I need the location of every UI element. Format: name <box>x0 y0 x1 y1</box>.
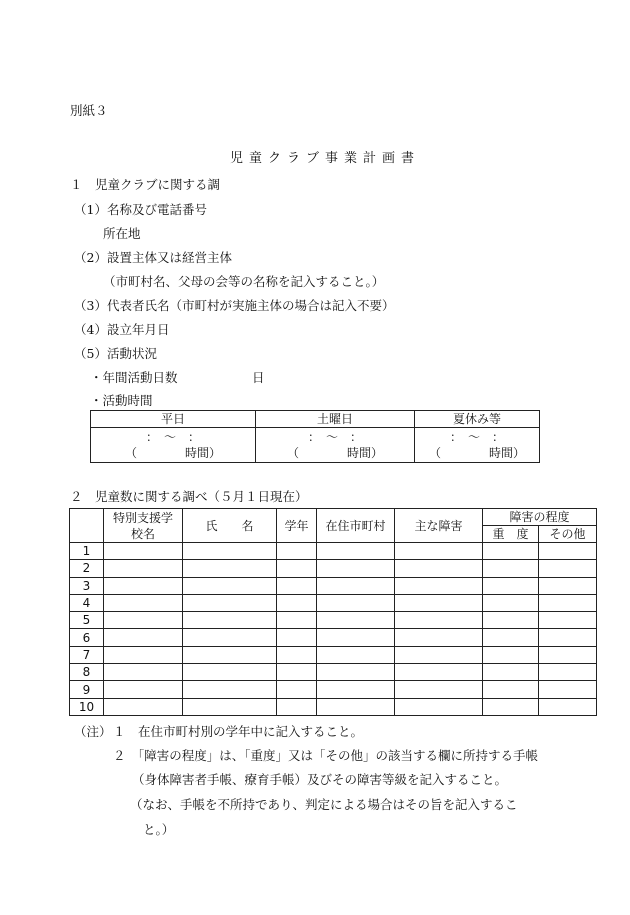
city-cell[interactable] <box>317 560 395 577</box>
school-cell[interactable] <box>104 664 183 681</box>
col-disability-header: 主な障害 <box>395 509 483 543</box>
school-cell[interactable] <box>104 560 183 577</box>
city-cell[interactable] <box>317 646 395 663</box>
other-cell[interactable] <box>539 560 597 577</box>
col-school-line2: 校名 <box>130 526 155 541</box>
school-cell[interactable] <box>104 543 183 560</box>
other-cell[interactable] <box>539 698 597 715</box>
col-severe-header: 重 度 <box>483 526 539 543</box>
name-cell[interactable] <box>183 612 277 629</box>
disability-cell[interactable] <box>395 698 483 715</box>
col-school-header <box>104 509 183 543</box>
row-number: 10 <box>70 698 104 715</box>
disability-cell[interactable] <box>395 629 483 646</box>
table-row <box>70 560 597 577</box>
note-2: ２ 「障害の程度」は、「重度」又は「その他」の該当する欄に所持する手帳 <box>113 748 539 763</box>
school-cell[interactable] <box>104 594 183 611</box>
col-number-header <box>70 509 104 543</box>
grade-cell[interactable] <box>277 646 317 663</box>
severe-cell[interactable] <box>483 629 539 646</box>
hours-header-saturday: 土曜日 <box>256 411 415 428</box>
grade-cell[interactable] <box>277 594 317 611</box>
school-cell[interactable] <box>104 681 183 698</box>
name-cell[interactable] <box>183 560 277 577</box>
item-activity-status: （5）活動状況 <box>74 346 157 361</box>
grade-cell[interactable] <box>277 560 317 577</box>
table-row <box>70 646 597 663</box>
city-cell[interactable] <box>317 681 395 698</box>
disability-cell[interactable] <box>395 681 483 698</box>
annual-days-unit: 日 <box>252 370 265 385</box>
col-degree-header: 障害の程度 <box>483 509 597 526</box>
grade-cell[interactable] <box>277 543 317 560</box>
time-range: ： 〜 ： <box>145 430 200 444</box>
other-cell[interactable] <box>539 646 597 663</box>
other-cell[interactable] <box>539 594 597 611</box>
severe-cell[interactable] <box>483 612 539 629</box>
hours-total: （ 時間） <box>124 446 221 460</box>
table-row <box>70 594 597 611</box>
attachment-label: 別紙３ <box>70 103 108 118</box>
table-row <box>70 629 597 646</box>
section1-heading: １ 児童クラブに関する調 <box>70 177 221 192</box>
grade-cell[interactable] <box>277 629 317 646</box>
notes-label: （注） <box>74 724 112 739</box>
city-cell[interactable] <box>317 664 395 681</box>
hours-total: （ 時間） <box>428 446 525 460</box>
city-cell[interactable] <box>317 594 395 611</box>
activity-hours-table <box>90 410 540 463</box>
severe-cell[interactable] <box>483 577 539 594</box>
grade-cell[interactable] <box>277 698 317 715</box>
col-name-header: 氏 名 <box>183 509 277 543</box>
item-operator: （2）設置主体又は経営主体 <box>74 250 232 265</box>
time-range: ： 〜 ： <box>307 430 362 444</box>
severe-cell[interactable] <box>483 594 539 611</box>
other-cell[interactable] <box>539 577 597 594</box>
school-cell[interactable] <box>104 646 183 663</box>
city-cell[interactable] <box>317 698 395 715</box>
other-cell[interactable] <box>539 629 597 646</box>
hours-header-summer: 夏休み等 <box>415 411 540 428</box>
row-number: 6 <box>70 629 104 646</box>
col-grade-header: 学年 <box>277 509 317 543</box>
name-cell[interactable] <box>183 594 277 611</box>
table-row <box>70 577 597 594</box>
col-school-line1: 特別支援学 <box>112 510 173 525</box>
disability-cell[interactable] <box>395 594 483 611</box>
col-other-header: その他 <box>539 526 597 543</box>
note-3: （なお、手帳を不所持であり、判定による場合はその旨を記入するこ <box>130 797 518 812</box>
other-cell[interactable] <box>539 612 597 629</box>
table-row <box>70 664 597 681</box>
disability-cell[interactable] <box>395 543 483 560</box>
row-number: 7 <box>70 646 104 663</box>
item-representative: （3）代表者氏名（市町村が実施主体の場合は記入不要） <box>74 298 395 313</box>
name-cell[interactable] <box>183 681 277 698</box>
row-number: 9 <box>70 681 104 698</box>
severe-cell[interactable] <box>483 646 539 663</box>
table-row <box>70 543 597 560</box>
note-1: １ 在住市町村別の学年中に記入すること。 <box>113 724 364 739</box>
note-2-continued: （身体障害者手帳、療育手帳）及びその障害等級を記入すること。 <box>132 772 508 787</box>
row-number: 4 <box>70 594 104 611</box>
name-cell[interactable] <box>183 698 277 715</box>
row-number: 3 <box>70 577 104 594</box>
severe-cell[interactable] <box>483 664 539 681</box>
table-row <box>70 681 597 698</box>
city-cell[interactable] <box>317 543 395 560</box>
hours-cell-weekday[interactable] <box>91 428 256 463</box>
school-cell[interactable] <box>104 698 183 715</box>
other-cell[interactable] <box>539 681 597 698</box>
other-cell[interactable] <box>539 664 597 681</box>
section2-heading: ２ 児童数に関する調べ（５月１日現在） <box>70 489 308 504</box>
school-cell[interactable] <box>104 612 183 629</box>
city-cell[interactable] <box>317 577 395 594</box>
table-row <box>70 612 597 629</box>
children-table <box>69 508 597 716</box>
item-name-phone: （1）名称及び電話番号 <box>74 202 207 217</box>
table-row <box>70 698 597 715</box>
hours-cell-saturday[interactable] <box>256 428 415 463</box>
other-cell[interactable] <box>539 543 597 560</box>
row-number: 2 <box>70 560 104 577</box>
disability-cell[interactable] <box>395 560 483 577</box>
grade-cell[interactable] <box>277 577 317 594</box>
disability-cell[interactable] <box>395 577 483 594</box>
document-title: 児童クラブ事業計画書 <box>230 151 421 166</box>
item-address: 所在地 <box>103 226 141 241</box>
hours-header-weekday: 平日 <box>91 411 256 428</box>
item-established-date: （4）設立年月日 <box>74 322 170 337</box>
time-range: ： 〜 ： <box>449 430 504 444</box>
name-cell[interactable] <box>183 629 277 646</box>
col-city-header: 在住市町村 <box>317 509 395 543</box>
row-number: 5 <box>70 612 104 629</box>
annual-days-label: ・年間活動日数 <box>90 370 178 385</box>
severe-cell[interactable] <box>483 560 539 577</box>
name-cell[interactable] <box>183 543 277 560</box>
row-number: 8 <box>70 664 104 681</box>
disability-cell[interactable] <box>395 646 483 663</box>
school-cell[interactable] <box>104 629 183 646</box>
city-cell[interactable] <box>317 612 395 629</box>
severe-cell[interactable] <box>483 543 539 560</box>
item-operator-note: （市町村名、父母の会等の名称を記入すること。） <box>103 274 385 289</box>
name-cell[interactable] <box>183 664 277 681</box>
disability-cell[interactable] <box>395 612 483 629</box>
school-cell[interactable] <box>104 577 183 594</box>
grade-cell[interactable] <box>277 681 317 698</box>
activity-hours-label: ・活動時間 <box>90 393 153 408</box>
grade-cell[interactable] <box>277 664 317 681</box>
row-number: 1 <box>70 543 104 560</box>
name-cell[interactable] <box>183 577 277 594</box>
name-cell[interactable] <box>183 646 277 663</box>
grade-cell[interactable] <box>277 612 317 629</box>
severe-cell[interactable] <box>483 698 539 715</box>
hours-total: （ 時間） <box>286 446 383 460</box>
severe-cell[interactable] <box>483 681 539 698</box>
note-3-continued: と。） <box>143 822 175 837</box>
city-cell[interactable] <box>317 629 395 646</box>
disability-cell[interactable] <box>395 664 483 681</box>
hours-cell-summer[interactable] <box>415 428 540 463</box>
